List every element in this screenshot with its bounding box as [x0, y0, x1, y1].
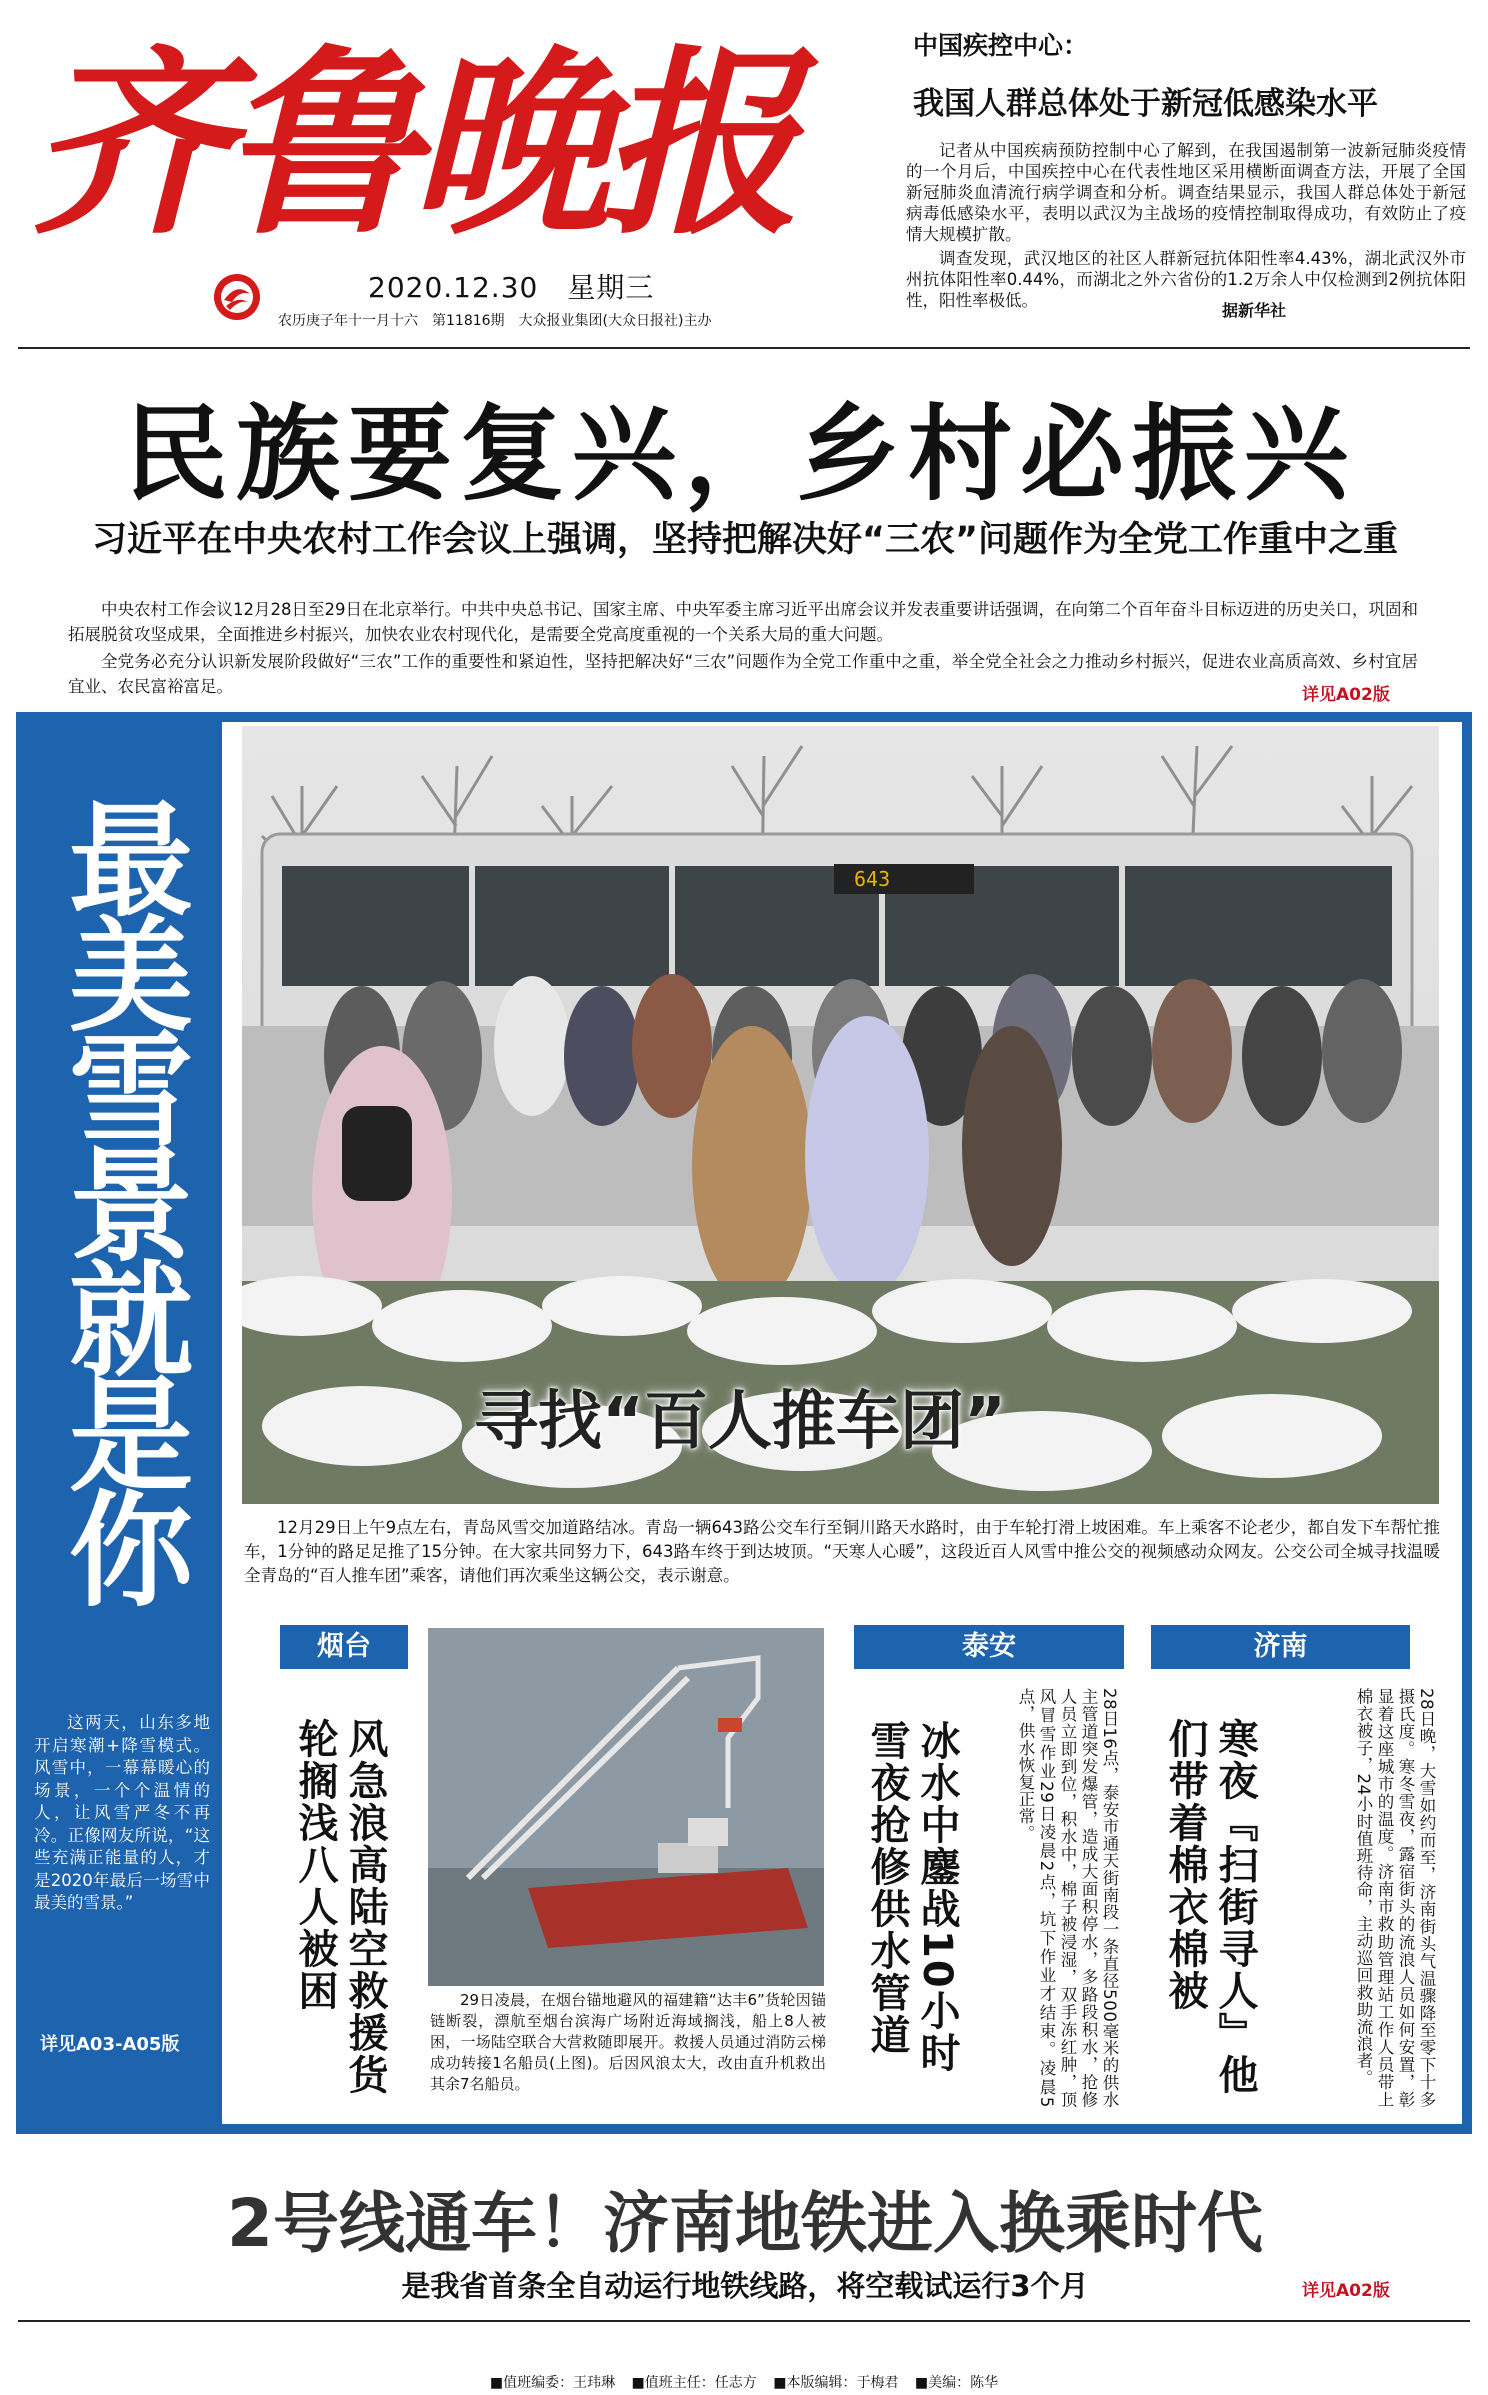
- top-news-source: 据新华社: [1222, 301, 1287, 320]
- metro-subhead: 是我省首条全自动运行地铁线路，将空载试运行3个月: [401, 2269, 1089, 2303]
- photo-caption-headline[interactable]: 寻找“百人推车团”: [474, 1385, 1007, 1459]
- lead-subhead: 习近平在中央农村工作会议上强调，坚持把解决好“三农”问题作为全党工作重中之重: [91, 520, 1398, 560]
- section-tab-taian[interactable]: 泰安: [854, 1625, 1124, 1669]
- photo-description: 12月29日上午9点左右，青岛风雪交加道路结冰。青岛一辆643路公交车行至铜川路天水路时，由于车轮打滑上坡困难。车上乘客不论老少，都自发下车帮忙推车，1分钟的路足足推了15分钟。在大家共同努力下，643路车终于到达坡顶。“天寒人心暖”，这段近百人风雪中推公交的视频感动众网友。公交公司全城寻找温暖全青岛的“百人推车团”乘客，请他们再次乘坐这辆公交，表示谢意。: [244, 1518, 1440, 1585]
- see-page-link[interactable]: 详见A02版: [1302, 2281, 1390, 2301]
- see-page-link[interactable]: 详见A03-A05版: [40, 2034, 180, 2055]
- feature-blurb: 这两天，山东多地开启寒潮+降雪模式。风雪中，一幕幕暖心的场景，一个个温情的人，让风雪严冬不再冷。正像网友所说，“这些充满正能量的人，才是2020年最后一场雪中最美的雪景。”: [34, 1713, 210, 1912]
- credit-item: ■值班编委：王玮琳: [489, 2375, 616, 2391]
- issue-info: 农历庚子年十一月十六 第11816期 大众报业集团(大众日报社)主办: [278, 313, 712, 329]
- yantai-headline[interactable]: 风急浪高陆空救援货轮搁浅八人被困: [292, 1718, 388, 2096]
- section-tab-jinan[interactable]: 济南: [1151, 1625, 1410, 1669]
- top-news-paragraph: 记者从中国疾病预防控制中心了解到，在我国遏制第一波新冠肺炎疫情的一个月后，中国疾控中心在代表性地区采用横断面调查方法，开展了全国新冠肺炎血清流行病学调查和分析。调查结果显示，我国人群总体处于新冠病毒低感染水平，表明以武汉为主战场的疫情控制取得成功，有效防止了疫情大规模扩散。: [906, 141, 1466, 244]
- top-news-kicker: 中国疾控中心：: [913, 31, 1089, 60]
- divider: [18, 347, 1470, 349]
- credit-item: ■美编：陈华: [914, 2375, 999, 2391]
- credit-item: ■值班主任：任志方: [631, 2375, 757, 2391]
- divider: [18, 2320, 1470, 2322]
- metro-headline[interactable]: 2号线通车！济南地铁进入换乘时代: [227, 2185, 1263, 2262]
- ship-rescue-photo[interactable]: [428, 1628, 824, 1986]
- feature-vertical-headline[interactable]: 最美雪景就是你: [48, 795, 192, 1600]
- taian-headline[interactable]: 冰水中鏖战10小时雪夜抢修供水管道: [864, 1720, 960, 2074]
- see-page-link[interactable]: 详见A02版: [1302, 685, 1390, 705]
- lead-paragraph: 中央农村工作会议12月28日至29日在北京举行。中共中央总书记、国家主席、中央军委主席习近平出席会议并发表重要讲话强调，在向第二个百年奋斗目标迈进的历史关口，巩固和拓展脱贫攻坚成果，全面推进乡村振兴，加快农业农村现代化，是需要全党高度重视的一个关系大局的重大问题。: [68, 600, 1418, 644]
- newspaper-logo-icon: [212, 272, 262, 322]
- jinan-headline[interactable]: 寒夜『扫街寻人』他们带着棉衣棉被: [1162, 1718, 1258, 2096]
- masthead-title: 齐鲁晚报: [30, 27, 791, 262]
- lead-headline[interactable]: 民族要复兴，乡村必振兴: [123, 393, 1356, 515]
- credit-item: ■本版编辑：于梅君: [773, 2375, 899, 2391]
- issue-date: 2020.12.30 星期三: [368, 271, 655, 304]
- section-tab-yantai[interactable]: 烟台: [280, 1625, 408, 1669]
- bus-route-number: 643: [854, 867, 891, 891]
- taian-body: 28日16点，泰安市通天街南段一条直径500毫米的供水主管道突发爆管，造成大面积停水，多路段积水，抢修人员立即到位，积水中，棉子被浸湿，双手冻红肿，顶风冒雪作业29日凌晨2点，坑下作业才结束。凌晨5点，供水恢复正常。: [1016, 1688, 1119, 2108]
- top-news-title[interactable]: 我国人群总体处于新冠低感染水平: [913, 86, 1378, 122]
- jinan-body: 28日晚，大雪如约而至，济南街头气温骤降至零下十多摄氏度。寒冬雪夜，露宿街头的流浪人员如何安置，彰显着这座城市的温度。济南市救助管理站工作人员带上棉衣被子，24小时值班待命，主动巡回救助流浪者。: [1354, 1688, 1436, 2108]
- yantai-caption: 29日凌晨，在烟台锚地避风的福建籍“达丰6”货轮因锚链断裂，漂航至烟台滨海广场附近海域搁浅，船上8人被困，一场陆空联合大营救随即展开。救援人员通过消防云梯成功转接1名船员(上图)。后因风浪太大，改由直升机救出其余7名船员。: [430, 1991, 826, 2093]
- editor-credits: [0, 2372, 1488, 2392]
- lead-paragraph: 全党务必充分认识新发展阶段做好“三农”工作的重要性和紧迫性，坚持把解决好“三农”问题作为全党工作重中之重，举全党全社会之力推动乡村振兴，促进农业高质高效、乡村宜居宜业、农民富裕富足。: [68, 652, 1418, 696]
- top-news-paragraph: 调查发现，武汉地区的社区人群新冠抗体阳性率4.43%，湖北武汉外市州抗体阳性率0.44%，而湖北之外六省份的1.2万余人中仅检测到2例抗体阳性，阳性率极低。: [906, 249, 1466, 310]
